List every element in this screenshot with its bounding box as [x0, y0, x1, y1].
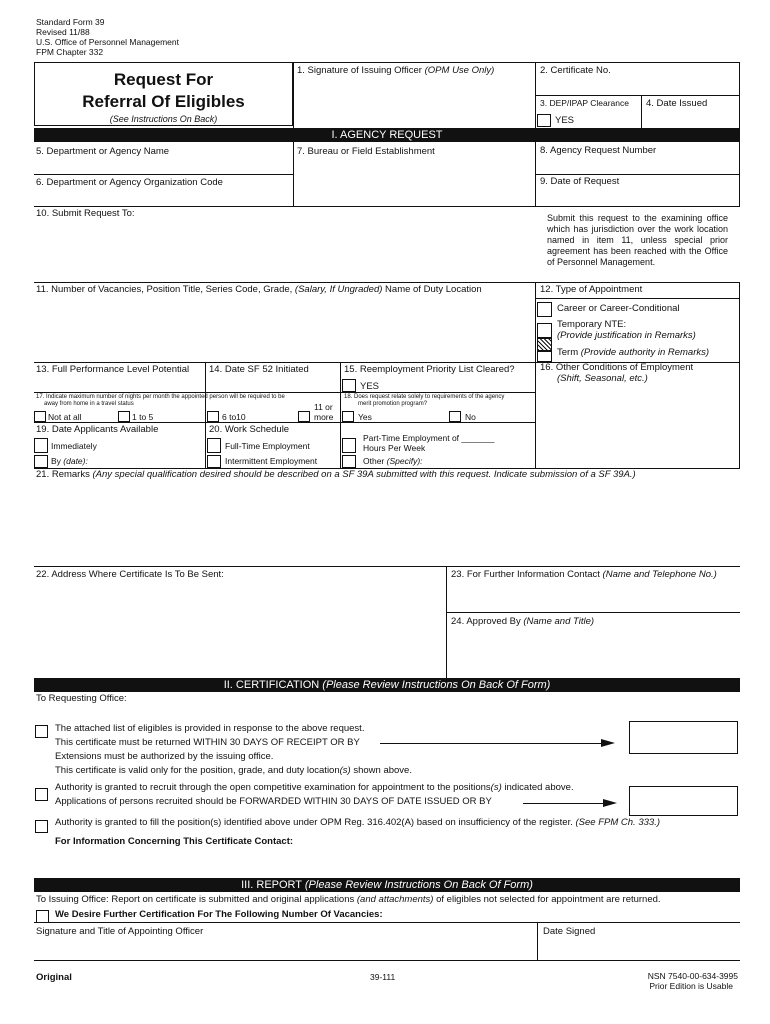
- footer-nsn: NSN 7540-00-634-3995: [647, 971, 738, 981]
- cert-3-line: Authority is granted to fill the position(s) identified above under OPM Reg. 316.402(A) based on insufficiency of the register. (See FPM Ch. 333.): [55, 817, 660, 828]
- field-14-label: 14. Date SF 52 Initiated: [209, 364, 309, 375]
- travel-1-to-5-checkbox[interactable]: [118, 411, 130, 422]
- career-checkbox[interactable]: [537, 302, 552, 317]
- field-17-label-b: away from home in a travel status: [44, 401, 134, 407]
- temporary-checkbox[interactable]: [537, 323, 552, 338]
- temporary-note: (Provide justification in Remarks): [557, 330, 696, 341]
- other-schedule-label: Other (Specify):: [363, 456, 423, 466]
- dep-ipap-yes-checkbox[interactable]: [537, 114, 551, 127]
- field-19-label: 19. Date Applicants Available: [36, 424, 159, 435]
- field-10-note: Submit this request to the examining office which has jurisdiction over the work location named in item 11, unless special prior agreement has been reached with the Office of Personnel Management.: [547, 213, 728, 267]
- available-immediately-checkbox[interactable]: [34, 438, 48, 453]
- further-certification-label: We Desire Further Certification For The Following Number Of Vacancies:: [55, 909, 383, 920]
- intermittent-checkbox[interactable]: [207, 455, 221, 468]
- field-7-label: 7. Bureau or Field Establishment: [297, 146, 435, 157]
- temporary-label: Temporary NTE:: [557, 319, 627, 330]
- certification-1-checkbox[interactable]: [35, 725, 48, 738]
- arrow-icon: [603, 799, 617, 807]
- field-10-label: 10. Submit Request To:: [36, 208, 135, 219]
- field-1-label: 1. Signature of Issuing Officer (OPM Use Only): [297, 65, 495, 76]
- field-15-label: 15. Reemployment Priority List Cleared?: [344, 364, 515, 375]
- cert-2-line-2: Applications of persons recruited should be FORWARDED WITHIN 30 DAYS OF DATE ISSUED OR BY: [55, 796, 492, 807]
- travel-6-to-10-checkbox[interactable]: [207, 411, 219, 422]
- dep-ipap-yes-label: YES: [555, 115, 575, 126]
- available-by-date-label: By (date):: [51, 456, 88, 466]
- section-agency-request: I. AGENCY REQUEST: [34, 128, 740, 142]
- see-instructions: (See Instructions On Back): [109, 114, 218, 124]
- cert-1-line-4: This certificate is valid only for the position, grade, and duty location(s) shown above.: [55, 765, 412, 776]
- cert-1-line-3: Extensions must be authorized by the issuing office.: [55, 751, 274, 762]
- footer-form-number: 39-111: [370, 972, 396, 982]
- travel-6-to-10-label: 6 to10: [222, 412, 246, 422]
- arrow-line-2: [523, 803, 604, 804]
- field-11-label: 11. Number of Vacancies, Position Title, Series Code, Grade, (Salary, If Ungraded) Name of Duty Location: [36, 284, 482, 295]
- travel-not-at-all-label: Not at all: [48, 412, 82, 422]
- field-9-label: 9. Date of Request: [540, 176, 620, 187]
- certification-2-checkbox[interactable]: [35, 788, 48, 801]
- hatched-box: [537, 338, 552, 351]
- travel-not-at-all-checkbox[interactable]: [34, 411, 46, 422]
- field-13-label: 13. Full Performance Level Potential: [36, 364, 190, 375]
- field-6-label: 6. Department or Agency Organization Code: [36, 177, 223, 188]
- certification-3-checkbox[interactable]: [35, 820, 48, 833]
- priority-list-yes-checkbox[interactable]: [342, 379, 356, 392]
- priority-list-yes-label: YES: [360, 381, 380, 392]
- return-by-date-box[interactable]: [629, 721, 738, 754]
- footer-prior-edition: Prior Edition is Usable: [649, 981, 733, 991]
- to-requesting-office: To Requesting Office:: [36, 693, 127, 704]
- available-by-date-checkbox[interactable]: [34, 455, 48, 468]
- cert-1-line-2: This certificate must be returned WITHIN 30 DAYS OF RECEIPT OR BY: [55, 737, 360, 748]
- travel-1-to-5-label: 1 to 5: [132, 412, 154, 422]
- other-schedule-checkbox[interactable]: [342, 455, 356, 468]
- field-5-label: 5. Department or Agency Name: [36, 146, 170, 157]
- field-12-label: 12. Type of Appointment: [540, 284, 643, 295]
- form-id-line-2: Revised 11/88: [36, 27, 90, 37]
- part-time-label: Part-Time Employment of _______: [363, 433, 495, 443]
- merit-no-label: No: [465, 412, 476, 422]
- field-16-label: 16. Other Conditions of Employment: [540, 362, 694, 373]
- field-20-label: 20. Work Schedule: [209, 424, 290, 435]
- part-time-checkbox[interactable]: [342, 438, 356, 453]
- travel-11-or-more-checkbox[interactable]: [298, 411, 310, 422]
- field-18-label-b: merit promotion program?: [358, 401, 428, 407]
- field-2-label: 2. Certificate No.: [540, 65, 611, 76]
- term-label: Term (Provide authority in Remarks): [557, 347, 710, 358]
- term-checkbox[interactable]: [537, 351, 552, 362]
- form-id-line-3: U.S. Office of Personnel Management: [36, 37, 180, 47]
- to-issuing-office: To Issuing Office: Report on certificate is submitted and original applications (and attachments) of eligibles not selected for appointment are returned.: [36, 894, 661, 905]
- field-8-label: 8. Agency Request Number: [540, 145, 657, 156]
- field-23-label: 23. For Further Information Contact (Name and Telephone No.): [451, 569, 717, 580]
- full-time-checkbox[interactable]: [207, 438, 221, 453]
- full-time-label: Full-Time Employment: [225, 441, 310, 451]
- form-title-line-1: Request For: [113, 70, 214, 89]
- travel-11-or-label: 11 or: [314, 402, 333, 412]
- form-id-line-4: FPM Chapter 332: [36, 47, 104, 57]
- field-21-label: 21. Remarks (Any special qualification desired should be described on a SF 39A submitted with this request. Indicate submission of a SF 39A.): [36, 469, 636, 480]
- field-17-label: 17. Indicate maximum number of nights per month the appointed person will be required to be: [36, 394, 285, 400]
- field-22-label: 22. Address Where Certificate Is To Be Sent:: [36, 569, 224, 580]
- field-16-note: (Shift, Seasonal, etc.): [557, 373, 648, 384]
- travel-more-label: more: [314, 412, 334, 422]
- field-24-label: 24. Approved By (Name and Title): [451, 616, 595, 627]
- field-4-label: 4. Date Issued: [646, 98, 708, 109]
- part-time-hours-label: Hours Per Week: [363, 443, 426, 453]
- career-label: Career or Career-Conditional: [557, 303, 680, 314]
- section-report: III. REPORT (Please Review Instructions On Back Of Form): [34, 878, 740, 892]
- intermittent-label: Intermittent Employment: [225, 456, 318, 466]
- arrow-icon: [601, 739, 615, 747]
- field-3-label: 3. DEP/IPAP Clearance: [540, 98, 629, 108]
- cert-1-line-1: The attached list of eligibles is provided in response to the above request.: [55, 723, 365, 734]
- signature-label: Signature and Title of Appointing Officer: [36, 926, 204, 937]
- available-immediately-label: Immediately: [51, 441, 97, 451]
- form-title-line-2: Referral Of Eligibles: [82, 92, 245, 111]
- arrow-line-1: [380, 743, 602, 744]
- footer-original: Original: [36, 972, 72, 983]
- merit-yes-checkbox[interactable]: [342, 411, 354, 422]
- merit-yes-label: Yes: [358, 412, 372, 422]
- cert-2-line-1: Authority is granted to recruit through the open competitive examination for appointment to the positions(s) indicated above.: [55, 782, 574, 793]
- merit-no-checkbox[interactable]: [449, 411, 461, 422]
- section-certification: II. CERTIFICATION (Please Review Instructions On Back Of Form): [34, 678, 740, 692]
- certificate-contact-label: For Information Concerning This Certificate Contact:: [55, 836, 294, 847]
- field-18-label: 18. Does request relate solely to requirements of the agency: [344, 394, 505, 400]
- form-id-line-1: Standard Form 39: [36, 17, 105, 27]
- forward-by-date-box[interactable]: [629, 786, 738, 816]
- date-signed-label: Date Signed: [543, 926, 596, 937]
